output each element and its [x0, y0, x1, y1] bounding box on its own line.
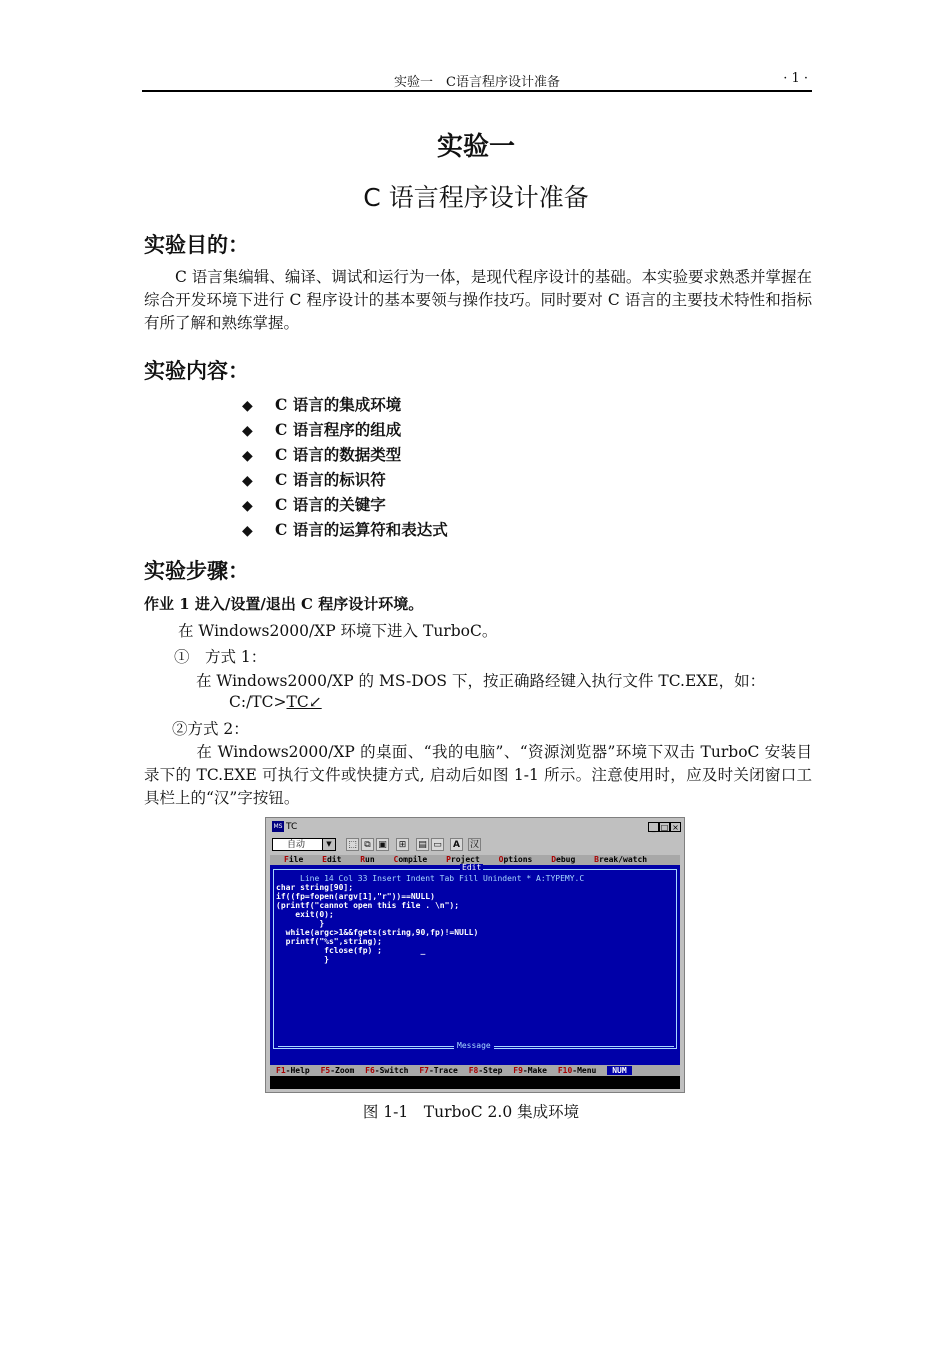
method2-paragraph — [144, 741, 812, 810]
ms-dos-icon: MS — [273, 823, 283, 830]
running-header — [142, 70, 812, 92]
key-trace[interactable]: F7-Trace — [419, 1066, 458, 1075]
diamond-bullet-icon: ◆ — [242, 523, 253, 539]
background-icon[interactable]: ▭ — [431, 838, 444, 851]
key-make[interactable]: F9-Make — [513, 1066, 547, 1075]
section-heading-content: 实验内容： — [144, 359, 249, 383]
paste-icon[interactable]: ▣ — [376, 838, 389, 851]
key-switch[interactable]: F6-Switch — [365, 1066, 409, 1075]
close-button[interactable]: × — [670, 822, 681, 832]
key-help[interactable]: F1-Help — [276, 1066, 310, 1075]
content-bullet-list — [242, 392, 448, 542]
list-item-text: C 语言的关键字 — [275, 495, 386, 514]
font-button[interactable]: A — [450, 838, 463, 851]
window-toolbar — [268, 836, 682, 854]
section-heading-purpose: 实验目的： — [144, 233, 249, 257]
copy-icon[interactable]: ⧉ — [361, 838, 374, 851]
list-item-text: C 语言的标识符 — [275, 470, 386, 489]
maximize-button[interactable]: □ — [660, 823, 669, 832]
window-titlebar — [268, 820, 682, 834]
font-select[interactable] — [272, 838, 336, 851]
fullscreen-icon[interactable]: ⊞ — [396, 838, 409, 851]
message-window-label: Message — [454, 1041, 494, 1050]
menu-item-edit[interactable]: Edit — [322, 855, 342, 864]
edit-window-label: Edit — [462, 863, 482, 872]
page-number: · 1 · — [783, 71, 808, 86]
method1-label: ① 方式 1： — [174, 648, 267, 666]
diamond-bullet-icon: ◆ — [242, 398, 253, 414]
section-heading-steps: 实验步骤： — [144, 559, 249, 583]
turboc-screenshot-figure — [265, 817, 685, 1093]
chapter-subtitle: C 语言程序设计准备 — [363, 183, 589, 212]
menu-item-file[interactable]: File — [284, 855, 304, 864]
diamond-bullet-icon: ◆ — [242, 448, 253, 464]
menu-item-options[interactable]: Options — [498, 855, 533, 864]
menu-item-break-watch[interactable]: Break/watch — [594, 855, 648, 864]
diamond-bullet-icon: ◆ — [242, 498, 253, 514]
command-typed: TC↙ — [286, 693, 322, 711]
diamond-bullet-icon: ◆ — [242, 473, 253, 489]
turboc-dos-screen — [270, 855, 680, 1089]
command-prefix: C:/TC> — [229, 693, 287, 711]
method2-label: ②方式 2： — [172, 720, 249, 738]
minimize-button[interactable]: _ — [648, 822, 659, 832]
method2-text: 在 Windows2000/XP 的桌面、“我的电脑”、“资源浏览器”环境下双击 TurboC 安装目录下的 TC.EXE 可执行文件或快捷方式, 启动后如图 1-1 所示。注意使用时，应及时关闭窗口工具栏上的“汉”字按钮。 — [144, 743, 812, 807]
menu-item-project[interactable]: Project — [446, 855, 480, 864]
source-code[interactable]: char string[90]; if((fp=fopen(argv[1],"r"))==NULL) (printf("cannot open this file . \n"); exit(0); } while(argc>1&&fgets(string,90,fp)!=NULL) printf("%s",string); fclose(fp) ; _ } — [276, 883, 479, 964]
menu-item-run[interactable]: Run — [360, 855, 375, 864]
chapter-title: 实验一 — [436, 132, 515, 162]
header-title: 实验一 C语言程序设计准备 — [394, 75, 560, 90]
window-title: TC — [286, 822, 298, 832]
font-select-value: 自动 — [287, 840, 306, 850]
list-item-text: C 语言的数据类型 — [275, 445, 402, 464]
list-item — [242, 442, 448, 467]
key-menu[interactable]: F10-Menu — [557, 1066, 597, 1075]
num-lock-indicator: NUM — [607, 1066, 631, 1075]
command-line — [229, 693, 322, 711]
menu-item-compile[interactable]: Compile — [393, 855, 428, 864]
purpose-text: C 语言集编辑、编译、调试和运行为一体，是现代程序设计的基础。本实验要求熟悉并掌握在综合开发环境下进行 C 程序设计的基本要领与操作技巧。同时要对 C 语言的主要技术特性和指标有所了解和熟练掌握。 — [144, 268, 812, 332]
key-step[interactable]: F8-Step — [468, 1066, 503, 1075]
purpose-paragraph — [144, 266, 812, 335]
list-item-text: C 语言的运算符和表达式 — [275, 520, 448, 539]
list-item — [242, 392, 448, 417]
editor-status-line: Line 14 Col 33 Insert Indent Tab Fill Unindent * A:TYPEMY.C — [300, 874, 585, 883]
menu-item-debug[interactable]: Debug — [551, 855, 576, 864]
chinese-input-button[interactable]: 汉 — [469, 840, 479, 850]
chevron-down-icon: ▼ — [322, 839, 335, 850]
mark-icon[interactable]: ⬚ — [346, 838, 359, 851]
list-item — [242, 417, 448, 442]
list-item-text: C 语言程序的组成 — [275, 420, 402, 439]
list-item — [242, 492, 448, 517]
task1-intro: 在 Windows2000/XP 环境下进入 TurboC。 — [178, 622, 498, 640]
list-item-text: C 语言的集成环境 — [275, 395, 402, 414]
key-zoom[interactable]: F5-Zoom — [320, 1066, 355, 1075]
figure-caption: 图 1-1 TurboC 2.0 集成环境 — [362, 1103, 580, 1121]
function-key-bar — [270, 1065, 680, 1076]
list-item — [242, 467, 448, 492]
diamond-bullet-icon: ◆ — [242, 423, 253, 439]
screen-bottom-strip — [270, 1076, 680, 1089]
task1-title: 作业 1 进入/设置/退出 C 程序设计环境。 — [144, 595, 424, 613]
list-item — [242, 517, 448, 542]
properties-icon[interactable]: ▤ — [416, 838, 429, 851]
method1-text: 在 Windows2000/XP 的 MS-DOS 下，按正确路经键入执行文件 TC.EXE，如： — [196, 672, 766, 690]
